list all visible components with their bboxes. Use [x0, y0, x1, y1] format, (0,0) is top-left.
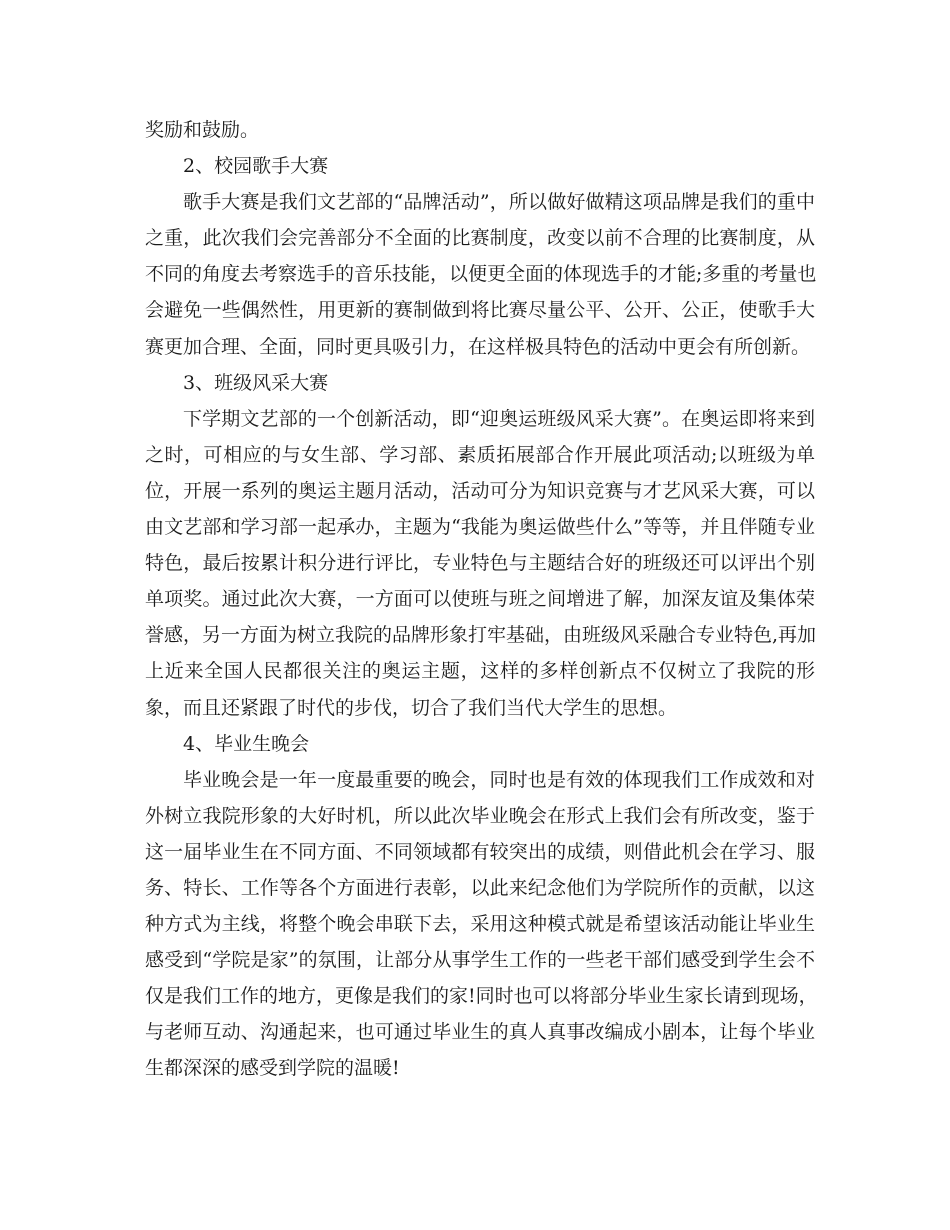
text-line: 与老师互动、沟通起来，也可通过毕业生的真人真事改编成小剧本，让每个毕业	[145, 1021, 815, 1044]
document-page	[145, 112, 818, 1087]
text-line: 仅是我们工作的地方，更像是我们的家!同时也可以将部分毕业生家长请到现场，	[145, 985, 818, 1008]
text-line: 誉感，另一方面为树立我院的品牌形象打牢基础，由班级风采融合专业特色,再加	[145, 624, 817, 647]
text-line: 生都深深的感受到学院的温暖!	[145, 1057, 400, 1080]
text-line: 赛更加合理、全面，同时更具吸引力，在这样极具特色的活动中更会有所创新。	[145, 335, 811, 358]
text-line: 单项奖。通过此次大赛，一方面可以使班与班之间增进了解，加深友谊及集体荣	[145, 588, 815, 611]
text-line: 不同的角度去考察选手的音乐技能，以便更全面的体现选手的才能;多重的考量也	[145, 263, 817, 286]
text-line: 之重，此次我们会完善部分不全面的比赛制度，改变以前不合理的比赛制度，从	[145, 227, 815, 250]
section-heading: 2、校园歌手大赛	[183, 155, 329, 178]
text-line: 由文艺部和学习部一起承办，主题为“我能为奥运做些什么”等等，并且伴随专业	[145, 516, 815, 539]
section-paragraph	[145, 184, 815, 364]
text-line: 种方式为主线，将整个晚会串联下去，采用这种模式就是希望该活动能让毕业生	[145, 913, 815, 936]
text-line: 上近来全国人民都很关注的奥运主题，这样的多样创新点不仅树立了我院的形	[145, 660, 815, 683]
text-line: 歌手大赛是我们文艺部的“品牌活动”，所以做好做精这项品牌是我们的重中	[183, 191, 815, 214]
text-line: 外树立我院形象的大好时机，所以此次毕业晚会在形式上我们会有所改变，鉴于	[145, 804, 815, 827]
text-line: 这一届毕业生在不同方面、不同领域都有较突出的成绩，则借此机会在学习、服	[145, 840, 815, 863]
section-singer-contest	[145, 148, 815, 365]
section-class-style-contest	[145, 365, 815, 726]
text-line: 奖励和鼓励。	[145, 119, 260, 141]
text-line: 务、特长、工作等各个方面进行表彰，以此来纪念他们为学院所作的贡献，以这	[145, 876, 815, 899]
continuation-paragraph	[145, 112, 815, 148]
text-line: 下学期文艺部的一个创新活动，即“迎奥运班级风采大赛”。在奥运即将来到	[183, 407, 815, 430]
text-line: 象，而且还紧跟了时代的步伐，切合了我们当代大学生的思想。	[145, 696, 678, 719]
text-line: 毕业晚会是一年一度最重要的晚会，同时也是有效的体现我们工作成效和对	[183, 768, 815, 791]
section-heading: 3、班级风采大赛	[183, 371, 329, 394]
text-line: 位，开展一系列的奥运主题月活动，活动可分为知识竞赛与才艺风采大赛，可以	[145, 479, 815, 502]
text-line: 感受到“学院是家”的氛围，让部分从事学生工作的一些老干部们感受到学生会不	[145, 949, 815, 972]
text-line: 之时，可相应的与女生部、学习部、素质拓展部合作开展此项活动;以班级为单	[145, 443, 815, 466]
text-line: 特色，最后按累计积分进行评比，专业特色与主题结合好的班级还可以评出个别	[145, 552, 815, 575]
section-heading: 4、毕业生晚会	[183, 732, 310, 755]
section-graduation-gala	[145, 726, 818, 1087]
section-paragraph	[145, 401, 815, 726]
section-paragraph	[145, 762, 818, 1087]
text-line: 会避免一些偶然性，用更新的赛制做到将比赛尽量公平、公开、公正，使歌手大	[145, 299, 815, 322]
